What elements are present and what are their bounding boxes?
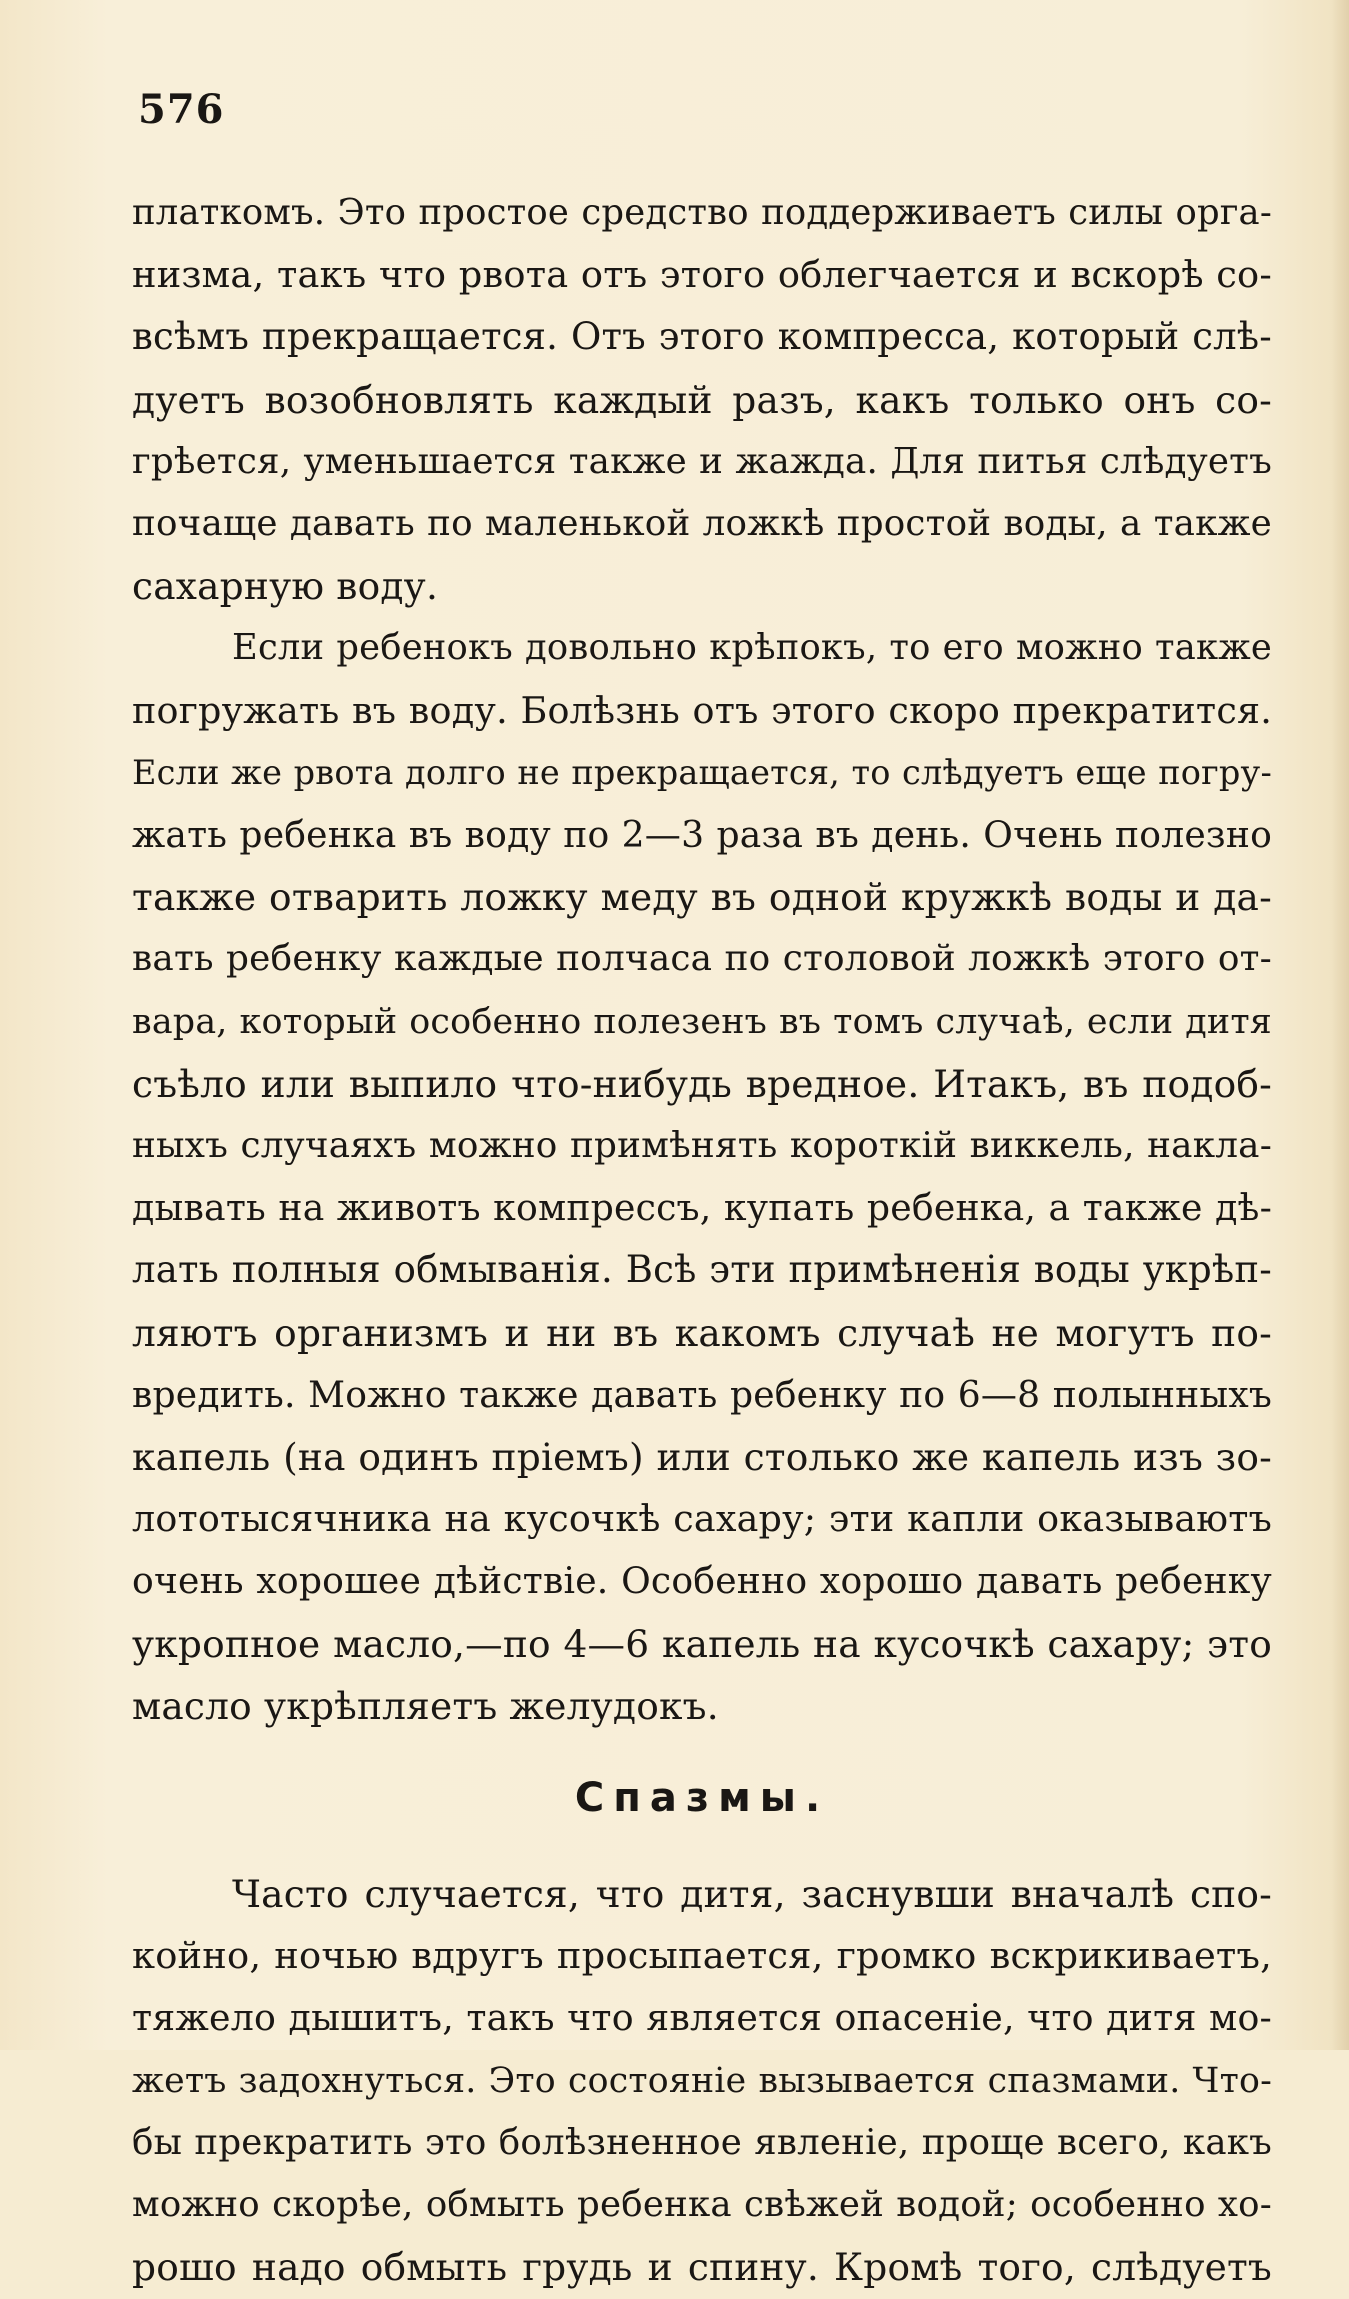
- text-line: грѣется, уменьшается также и жажда. Для питья слѣдуетъ: [132, 440, 1272, 482]
- text-line: жетъ задохнуться. Это состояніе вызывается спазмами. Что-: [132, 2060, 1272, 2101]
- text-line: очень хорошее дѣйствіе. Особенно хорошо давать ребенку: [132, 1559, 1272, 1603]
- page-edge-shadow: [1331, 0, 1349, 2050]
- text-line: бы прекратить это болѣзненное явленіе, проще всего, какъ: [132, 2121, 1272, 2163]
- text-line: Если же рвота долго не прекращается, то слѣдуетъ еще погру-: [132, 752, 1272, 792]
- text-line: капель (на одинъ пріемъ) или столько же капель изъ зо-: [132, 1435, 1272, 1480]
- page-number: 576: [138, 86, 225, 133]
- text-line: дуетъ возобновлять каждый разъ, какъ только онъ со-: [132, 377, 1272, 422]
- text-line: можно скорѣе, обмыть ребенка свѣжей водой; особенно хо-: [132, 2184, 1272, 2226]
- text-line: койно, ночью вдругъ просыпается, громко вскрикиваетъ,: [132, 1934, 1272, 1978]
- text-line: Если ребенокъ довольно крѣпокъ, то его можно также: [232, 627, 1272, 669]
- text-line: тяжело дышитъ, такъ что является опасеніе, что дитя мо-: [132, 1996, 1272, 2040]
- text-line: вать ребенку каждые полчаса по столовой ложкѣ этого от-: [132, 938, 1272, 980]
- text-line: сахарную воду.: [132, 564, 439, 609]
- paragraph-2: [132, 617, 1272, 1737]
- paragraph-1: [132, 182, 1272, 617]
- text-line: рошо надо обмыть грудь и спину. Кромѣ того, слѣдуетъ: [132, 2245, 1272, 2290]
- page-body: [132, 182, 1272, 2299]
- text-line: лать полныя обмыванія. Всѣ эти примѣненія воды укрѣп-: [132, 1248, 1272, 1292]
- section-heading: Спазмы.: [574, 1775, 830, 1822]
- text-line: вара, который особенно полезенъ въ томъ случаѣ, если дитя: [132, 1001, 1272, 1042]
- text-line: жать ребенка въ воду по 2—3 раза въ день. Очень полезно: [132, 813, 1272, 857]
- text-line: ныхъ случаяхъ можно примѣнять короткій виккель, накла-: [132, 1125, 1272, 1167]
- text-line: почаще давать по маленькой ложкѣ простой воды, а также: [132, 503, 1272, 545]
- text-line: ляютъ организмъ и ни въ какомъ случаѣ не могутъ по-: [132, 1310, 1272, 1355]
- text-line: погружать въ воду. Болѣзнь отъ этого скоро прекратится.: [132, 688, 1272, 732]
- text-line: также отварить ложку меду въ одной кружкѣ воды и да-: [132, 875, 1272, 920]
- paragraph-3: [132, 1863, 1272, 2298]
- text-line: всѣмъ прекращается. Отъ этого компресса, который слѣ-: [132, 315, 1272, 359]
- text-line: съѣло или выпило что-нибудь вредное. Итакъ, въ подоб-: [132, 1061, 1272, 1106]
- text-line: низма, такъ что рвота отъ этого облегчается и вскорѣ со-: [132, 253, 1272, 297]
- text-line: укропное масло,—по 4—6 капель на кусочкѣ сахару; это: [132, 1621, 1272, 1666]
- text-line: вредить. Можно также давать ребенку по 6—8 полынныхъ: [132, 1373, 1272, 1416]
- text-line: Часто случается, что дитя, заснувши вначалѣ спо-: [232, 1872, 1272, 1917]
- text-line: масло укрѣпляетъ желудокъ.: [132, 1683, 719, 1728]
- text-line: лототысячника на кусочкѣ сахару; эти капли оказываютъ: [132, 1497, 1272, 1541]
- text-line: дывать на животъ компрессъ, купать ребенка, а также дѣ-: [132, 1186, 1272, 1230]
- text-line: платкомъ. Это простое средство поддерживаетъ силы орга-: [132, 192, 1272, 233]
